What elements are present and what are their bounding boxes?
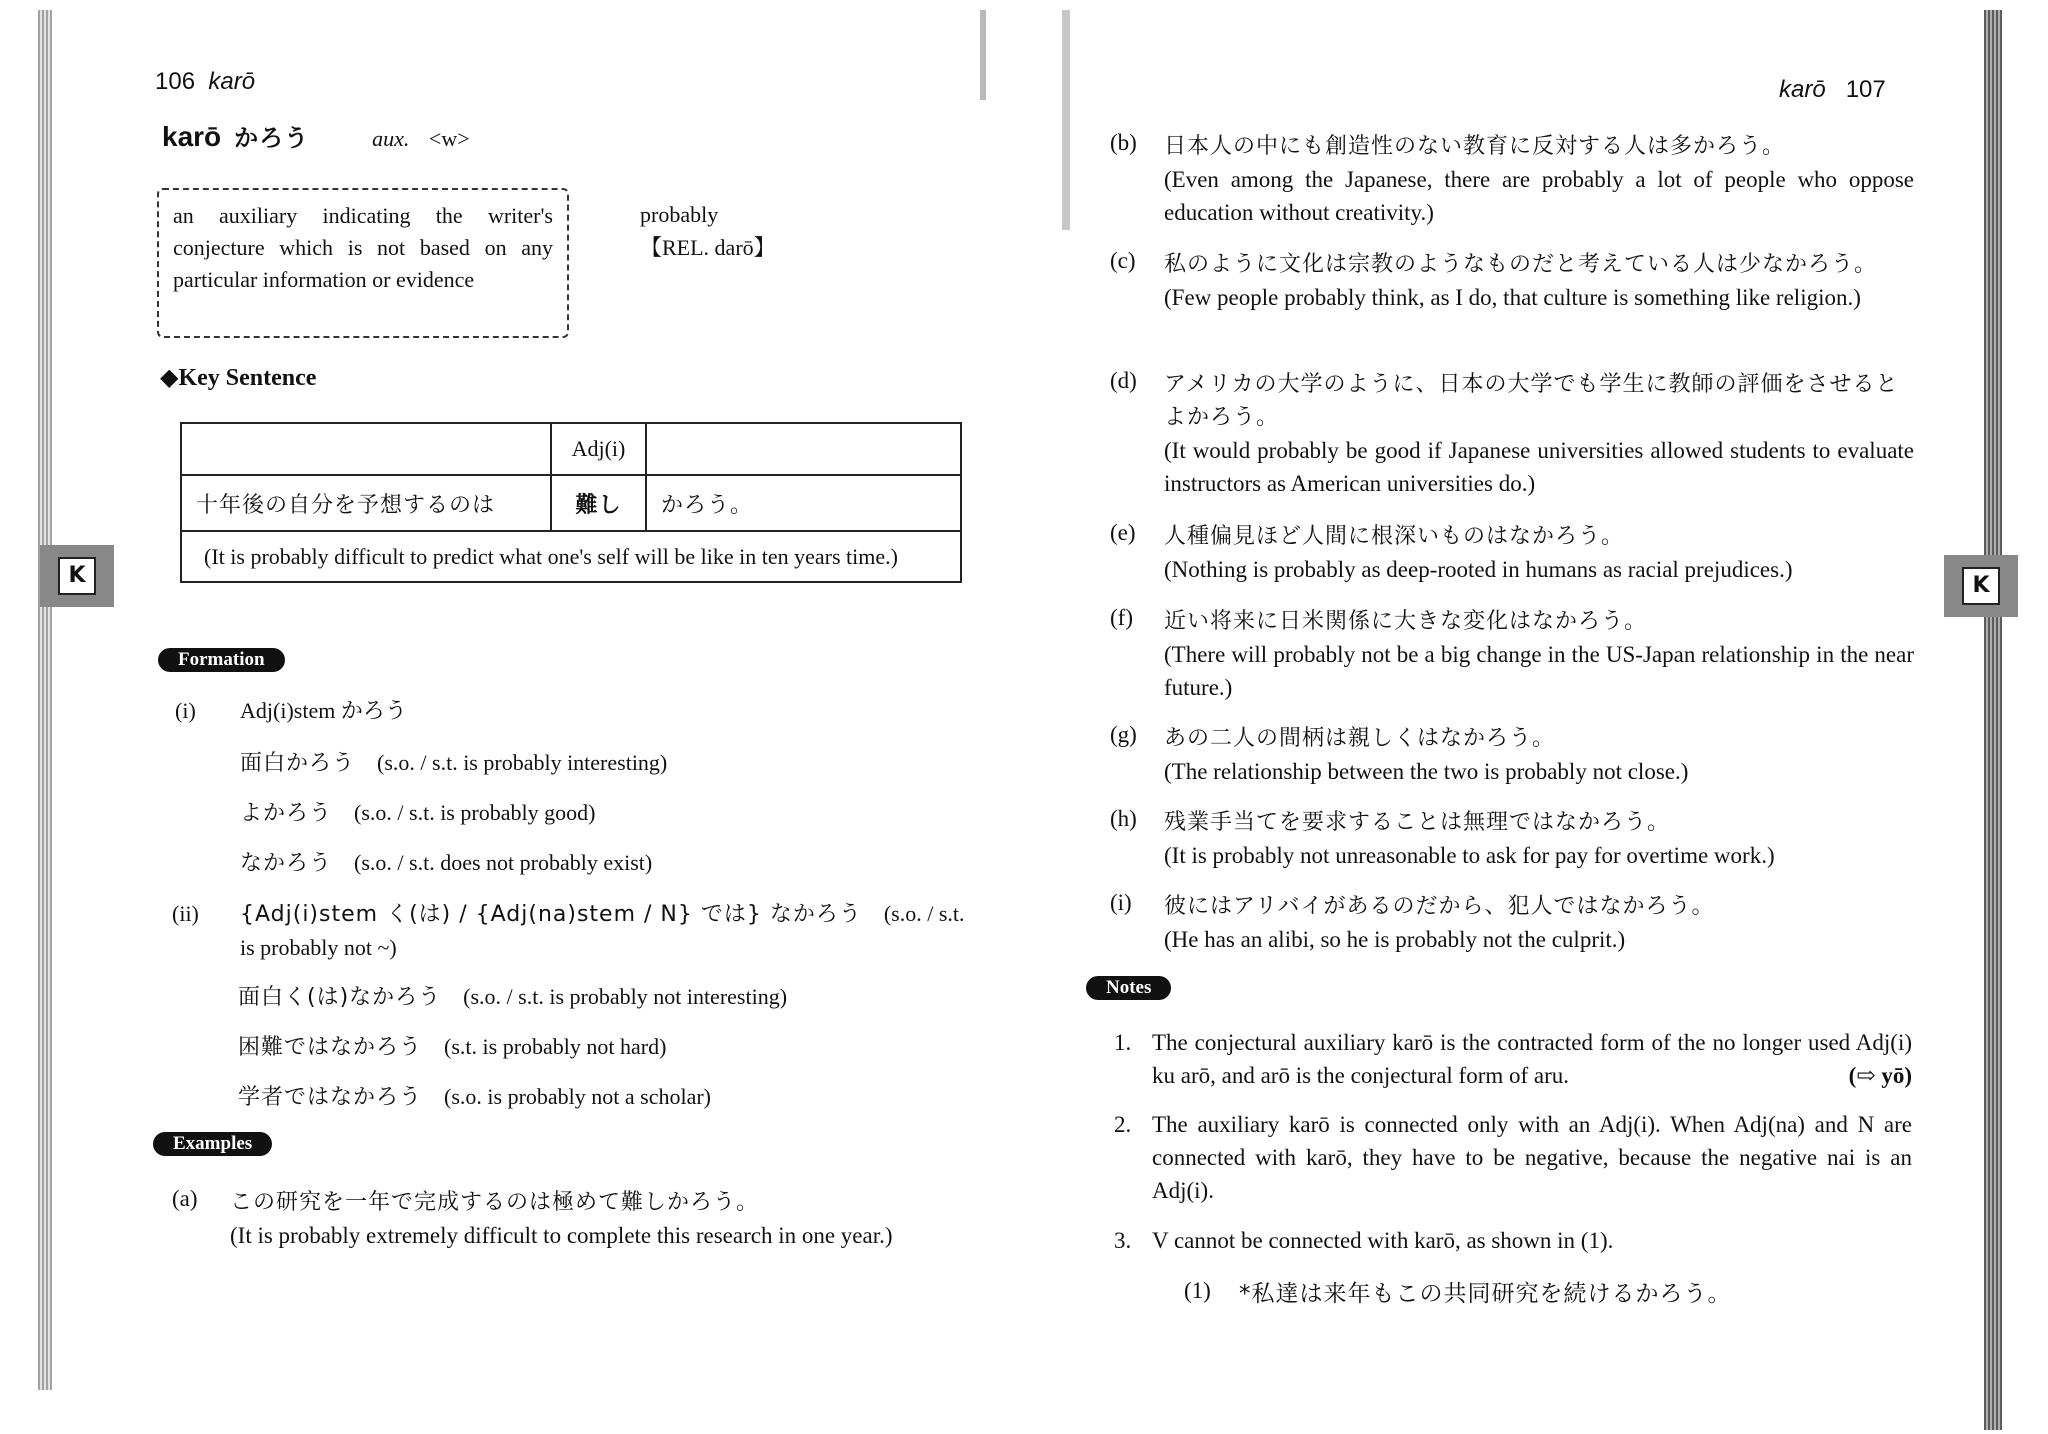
formation-ii-pattern: {Adj(i)stem く(は) / {Adj(na)stem / N} では} なかろう (s.o. / s.t. is probably not ~) [240, 901, 965, 960]
key-cell-blank [181, 423, 551, 475]
example-d-label: (d) [1110, 368, 1137, 393]
formation-label: Formation [158, 648, 285, 672]
note-2: The auxiliary karō is connected only with an Adj(i). When Adj(na) and N are connected with karō, they have to be negative, because the negative nai is an Adj(i). [1152, 1112, 1912, 1203]
note-1: The conjectural auxiliary karō is the contracted form of the no longer used Adj(i) ku arō, and arō is the conjectural form of aru. (⇨ yō) [1152, 1026, 1912, 1092]
running-header-left [155, 68, 255, 96]
page-number: 106 [155, 68, 196, 95]
example-c: 私のように文化は宗教のようなものだと考えている人は少なかろう。 (Few people probably think, as I do, that culture is something like religion.) [1164, 252, 1878, 310]
formation-ii-example-1: 面白く(は)なかろう (s.o. / s.t. is probably not interesting) [238, 984, 788, 1010]
formation-i-example-2: よかろう (s.o. / s.t. is probably good) [240, 800, 596, 826]
note-1-number: 1. [1114, 1030, 1132, 1055]
formation-ii-example-3: 学者ではなかろう (s.o. is probably not a scholar) [238, 1084, 712, 1110]
example-a-label: (a) [172, 1186, 198, 1211]
note-1-crossref[interactable]: (⇨ yō) [1848, 1063, 1912, 1088]
example-i: 彼にはアリバイがあるのだから、犯人ではなかろう。 (He has an alibi, so he is probably not the culprit.) [1164, 894, 1715, 952]
example-b: 日本人の中にも創造性のない教育に反対する人は多かろう。 (Even among the Japanese, there are probably a lot of people who oppose education without creativity.) [1164, 134, 1914, 225]
related-entry: 【REL. darō】 [640, 235, 776, 260]
running-head: karō [208, 68, 256, 95]
note-3: V cannot be connected with karō, as shown in (1). [1152, 1228, 1614, 1253]
key-sentence-part-2: 難し [551, 475, 646, 531]
example-g-label: (g) [1110, 722, 1137, 747]
formation-i-number: (i) [175, 698, 196, 723]
note-3-number: 3. [1114, 1228, 1132, 1253]
running-head: karō [1779, 76, 1826, 103]
key-sentence-heading: ◆Key Sentence [160, 365, 317, 391]
example-a-english: (It is probably extremely difficult to complete this research in one year.) [230, 1223, 893, 1248]
example-b-label: (b) [1110, 130, 1137, 155]
right-binding-edge [1984, 10, 2002, 1430]
definition-box [157, 188, 569, 338]
note-3-example: *私達は来年もこの共同研究を続けるかろう。 [1239, 1281, 1732, 1307]
definition-text: an auxiliary indicating the writer's conjecture which is not based on any particular information or evidence [173, 203, 553, 292]
key-sentence-table [180, 422, 962, 583]
formation-i-example-3: なかろう (s.o. / s.t. does not probably exist) [240, 850, 653, 876]
example-e: 人種偏見ほど人間に根深いものはなかろう。 (Nothing is probably as deep-rooted in humans as racial prejudices.) [1164, 524, 1793, 582]
key-sentence-translation: (It is probably difficult to predict what one's self will be like in ten years time.) [181, 531, 961, 582]
key-sentence-part-3: かろう。 [646, 475, 961, 531]
entry-heading [162, 118, 470, 153]
section-tab-k: K [1944, 555, 2018, 617]
example-c-label: (c) [1110, 248, 1136, 273]
example-f-label: (f) [1110, 605, 1133, 630]
key-column-header: Adj(i) [551, 423, 646, 475]
example-a [230, 1186, 960, 1252]
example-i-label: (i) [1110, 890, 1132, 915]
formation-i-pattern: Adj(i)stem かろう [240, 698, 407, 723]
key-cell-blank-2 [646, 423, 961, 475]
example-e-label: (e) [1110, 520, 1136, 545]
key-sentence-part-1: 十年後の自分を予想するのは [181, 475, 551, 531]
example-h: 残業手当てを要求することは無理ではなかろう。 (It is probably not unreasonable to ask for pay for overtime work.) [1164, 810, 1775, 868]
left-gutter-mark [980, 10, 986, 100]
formation-i-example-1: 面白かろう (s.o. / s.t. is probably interesting) [240, 750, 668, 776]
example-a-japanese: この研究を一年で完成するのは極めて難しかろう。 [230, 1190, 760, 1215]
right-page [1024, 0, 2048, 1434]
section-tab-k: K [40, 545, 114, 607]
formation-ii-example-2: 困難ではなかろう (s.t. is probably not hard) [238, 1034, 667, 1060]
right-gutter-mark [1062, 10, 1070, 230]
english-gloss: probably [640, 202, 719, 227]
part-of-speech: aux. [372, 126, 410, 151]
headword: karō [162, 121, 222, 152]
formation-ii-number: (ii) [172, 901, 199, 926]
entry-tag: <w> [428, 126, 470, 151]
page-number: 107 [1845, 76, 1886, 103]
notes-label: Notes [1086, 976, 1171, 1000]
note-2-number: 2. [1114, 1112, 1132, 1137]
examples-label: Examples [153, 1132, 272, 1156]
running-header-right [1779, 76, 1886, 104]
note-3-example-label: (1) [1184, 1278, 1211, 1303]
example-g: あの二人の間柄は親しくはなかろう。 (The relationship between the two is probably not close.) [1164, 726, 1689, 784]
example-h-label: (h) [1110, 806, 1137, 831]
example-f: 近い将来に日米関係に大きな変化はなかろう。 (There will probably not be a big change in the US-Japan relationship in the near future.) [1164, 609, 1914, 700]
left-binding-edge [38, 10, 52, 1390]
headword-kana: かろう [234, 124, 310, 152]
example-d: アメリカの大学のように、日本の大学でも学生に教師の評価をさせるとよかろう。 (It would probably be good if Japanese universities allowed students to evaluate instructors as American universities do.) [1164, 372, 1914, 496]
